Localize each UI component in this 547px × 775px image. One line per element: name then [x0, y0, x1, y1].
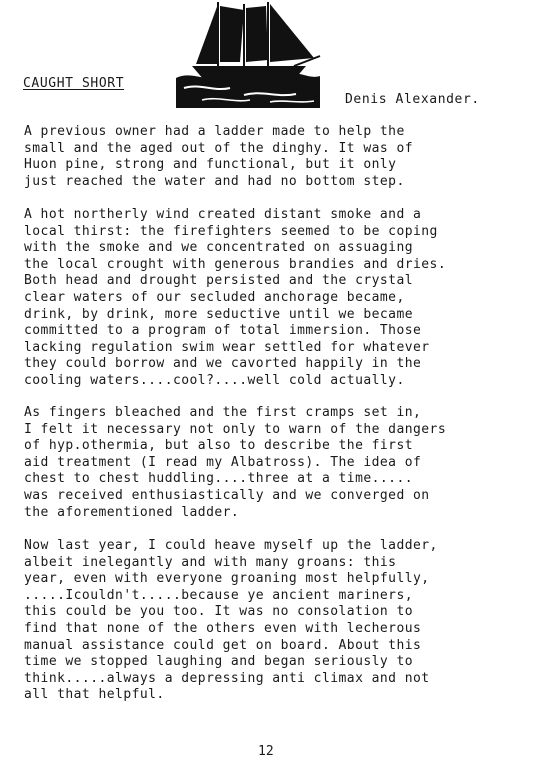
text-line: A hot northerly wind created distant smoke and a	[24, 207, 422, 222]
text-line: Huon pine, strong and functional, but it only	[24, 157, 397, 173]
text-line: albeit inelegantly and with many groans: this	[24, 554, 397, 570]
paragraph-1	[24, 124, 539, 190]
text-line: local thirst: the firefighters seemed to be coping	[24, 223, 438, 239]
text-line: chest to chest huddling....three at a time.....	[24, 471, 414, 487]
text-line: time we stopped laughing and began seriously to	[24, 654, 414, 670]
article-title: CAUGHT SHORT	[23, 76, 125, 91]
text-line: this could be you too. It was no consolation to	[24, 604, 414, 620]
text-line: of hyp.othermia, but also to describe the first	[24, 438, 414, 454]
text-line: committed to a program of total immersion. Those	[24, 323, 422, 339]
text-line: year, even with everyone groaning most helpfully,	[24, 571, 430, 587]
text-line: the aforementioned ladder.	[24, 504, 240, 520]
paragraph-4	[24, 538, 539, 704]
paragraph-2	[24, 207, 539, 390]
text-line: lacking regulation swim wear settled for whatever	[24, 339, 430, 355]
text-line: manual assistance could get on board. About this	[24, 637, 422, 653]
text-line: A previous owner had a ladder made to help the	[24, 124, 405, 139]
text-line: cooling waters....cool?....well cold actually.	[24, 372, 405, 388]
text-line: As fingers bleached and the first cramps set in,	[24, 405, 422, 420]
text-line: .....Icouldn't.....because ye ancient mariners,	[24, 587, 414, 603]
sailing-ship-icon	[174, 0, 322, 108]
text-line: think.....always a depressing anti climax and not	[24, 670, 430, 686]
text-line: aid treatment (I read my Albatross). The idea of	[24, 454, 422, 470]
text-line: they could borrow and we cavorted happily in the	[24, 356, 422, 372]
text-line: Now last year, I could heave myself up the ladder,	[24, 538, 438, 553]
text-line: Both head and drought persisted and the crystal	[24, 273, 414, 289]
text-line: I felt it necessary not only to warn of the dangers	[24, 421, 447, 437]
text-line: just reached the water and had no bottom step.	[24, 173, 405, 189]
text-line: was received enthusiastically and we converged on	[24, 487, 430, 503]
text-line: clear waters of our secluded anchorage became,	[24, 289, 405, 305]
page-number: 12	[258, 744, 274, 759]
paragraph-3	[24, 405, 539, 521]
text-line: the local crought with generous brandies and dries.	[24, 256, 447, 272]
text-line: find that none of the others even with lecherous	[24, 620, 422, 636]
text-line: all that helpful.	[24, 687, 165, 703]
article-author: Denis Alexander.	[345, 92, 480, 107]
text-line: small and the aged out of the dinghy. It was of	[24, 140, 414, 156]
text-line: drink, by drink, more seductive until we became	[24, 306, 414, 322]
text-line: with the smoke and we concentrated on assuaging	[24, 240, 414, 256]
